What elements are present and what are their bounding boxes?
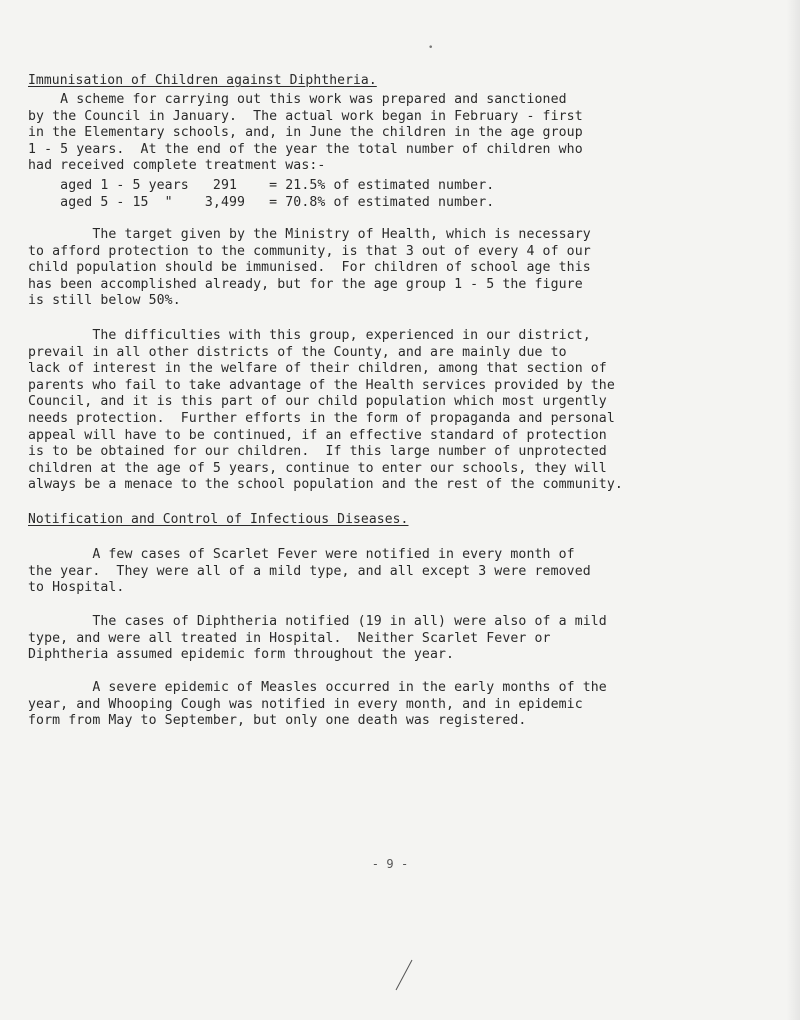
text-line: The cases of Diphtheria notified (19 in all) were also of a mild <box>28 614 607 629</box>
text-line: 1 - 5 years. At the end of the year the total number of children who <box>28 141 583 157</box>
text-line: prevail in all other districts of the County, and are mainly due to <box>28 344 567 360</box>
text-line: A few cases of Scarlet Fever were notified in every month of <box>28 547 575 562</box>
text-line: The difficulties with this group, experienced in our district, <box>28 328 591 343</box>
text-line: A scheme for carrying out this work was prepared and sanctioned <box>28 92 567 107</box>
pen-mark-stroke <box>396 960 412 990</box>
paragraph-scheme <box>28 92 788 175</box>
text-line: children at the age of 5 years, continue to enter our schools, they will <box>28 460 607 476</box>
text-line: type, and were all treated in Hospital. Neither Scarlet Fever or <box>28 630 551 646</box>
text-line: the year. They were all of a mild type, and all except 3 were removed <box>28 563 591 579</box>
section-heading-notification: Notification and Control of Infectious Diseases. <box>28 512 409 527</box>
stray-mark: • <box>428 43 434 53</box>
text-line: child population should be immunised. For children of school age this <box>28 260 591 276</box>
text-line: needs protection. Further efforts in the form of propaganda and personal <box>28 410 615 426</box>
section-heading-immunisation: Immunisation of Children against Diphtheria. <box>28 73 377 88</box>
paragraph-diphtheria <box>28 614 788 664</box>
text-line: is still below 50%. <box>28 293 181 309</box>
text-line: to afford protection to the community, is that 3 out of every 4 of our <box>28 243 591 259</box>
text-line: lack of interest in the welfare of their children, among that section of <box>28 361 607 377</box>
text-line: form from May to September, but only one death was registered. <box>28 713 527 729</box>
text-line: aged 5 - 15 " 3,499 = 70.8% of estimated number. <box>28 194 495 210</box>
paragraph-age-figures <box>28 178 788 211</box>
text-line: appeal will have to be continued, if an effective standard of protection <box>28 427 607 443</box>
page-edge-shadow <box>786 0 800 1020</box>
paragraph-measles <box>28 680 788 730</box>
text-line: is to be obtained for our children. If this large number of unprotected <box>28 444 607 460</box>
text-line: always be a menace to the school population and the rest of the community. <box>28 477 623 493</box>
text-line: A severe epidemic of Measles occurred in the early months of the <box>28 680 607 695</box>
text-line: Council, and it is this part of our child population which most urgently <box>28 394 607 410</box>
paragraph-scarlet-fever <box>28 547 788 597</box>
paragraph-difficulties <box>28 328 788 494</box>
text-line: in the Elementary schools, and, in June the children in the age group <box>28 125 583 141</box>
page-number: - 9 - <box>371 857 409 871</box>
text-line: year, and Whooping Cough was notified in every month, and in epidemic <box>28 696 583 712</box>
pen-mark <box>392 958 416 992</box>
text-line: had received complete treatment was:- <box>28 158 326 174</box>
text-line: Diphtheria assumed epidemic form throughout the year. <box>28 647 455 663</box>
text-line: has been accomplished already, but for the age group 1 - 5 the figure <box>28 276 583 292</box>
paragraph-ministry-target <box>28 227 788 310</box>
text-line: parents who fail to take advantage of the Health services provided by the <box>28 377 615 393</box>
text-line: by the Council in January. The actual work began in February - first <box>28 108 583 124</box>
text-line: aged 1 - 5 years 291 = 21.5% of estimated number. <box>28 178 495 193</box>
text-line: to Hospital. <box>28 580 125 596</box>
text-line: The target given by the Ministry of Health, which is necessary <box>28 227 591 242</box>
